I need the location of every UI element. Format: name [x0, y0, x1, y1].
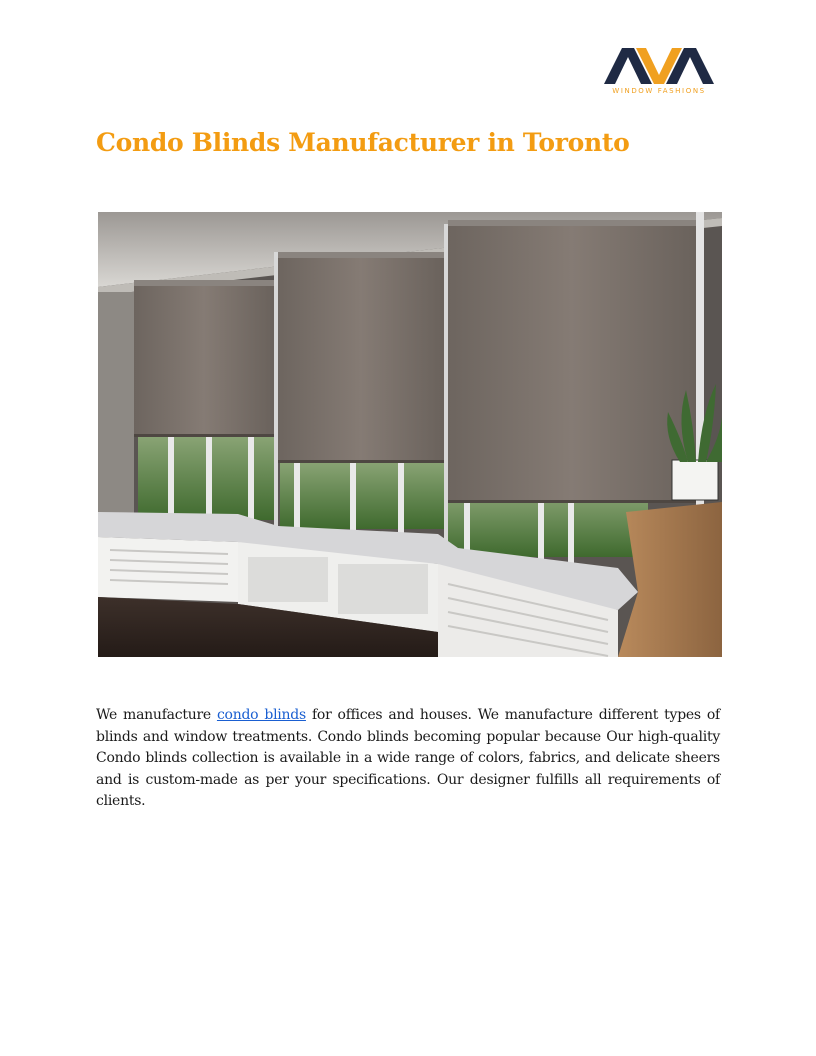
ava-logo-mark-icon [600, 44, 718, 88]
condo-blinds-link[interactable]: condo blinds [216, 707, 306, 723]
logo-tagline: WINDOW FASHIONS [612, 87, 706, 95]
body-text-main: for offices and houses. We manufacture different types of blinds and window treatments. Condo blinds becoming popular because Our high-quality Condo blinds collection is available in a wide range of colors, fabrics, and delicate sheers and is custom-made as per your specifications. Our designer fulfills all requirements of clients. [96, 707, 720, 810]
condo-blinds-photo [98, 212, 722, 657]
body-text-intro: We manufacture [96, 707, 217, 723]
company-logo [600, 44, 718, 102]
page-title: Condo Blinds Manufacturer in Toronto [96, 128, 630, 157]
body-paragraph [96, 705, 720, 813]
